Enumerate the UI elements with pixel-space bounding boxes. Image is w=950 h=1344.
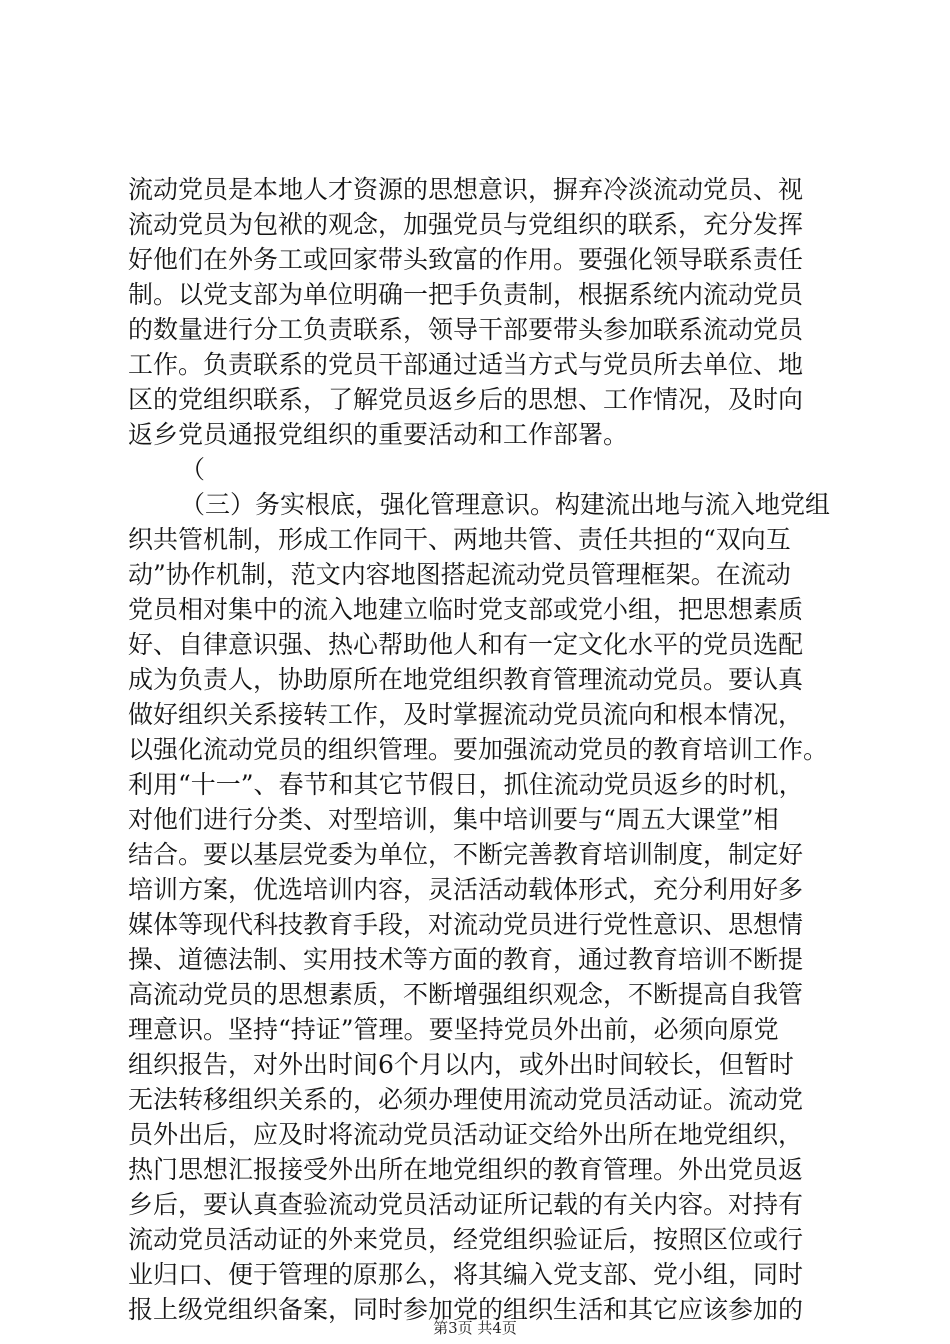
- text-line: 媒体等现代科技教育手段，对流动党员进行党性意识、思想情: [128, 910, 804, 939]
- text-line: 党员相对集中的流入地建立临时党支部或党小组，把思想素质: [128, 595, 804, 624]
- text-line: 成为负责人，协助原所在地党组织教育管理流动党员。要认真: [128, 665, 804, 694]
- text-line: 培训方案，优选培训内容，灵活活动载体形式，充分利用好多: [128, 875, 804, 904]
- text-line: 的数量进行分工负责联系，领导干部要带头参加联系流动党员: [128, 315, 804, 344]
- section-heading-line: （三）务实根底，强化管理意识。构建流出地与流入地党组: [180, 490, 831, 519]
- text-line: 做好组织关系接转工作，及时掌握流动党员流向和根本情况，: [128, 700, 804, 729]
- text-line: 流动党员为包袱的观念，加强党员与党组织的联系，充分发挥: [128, 210, 804, 239]
- text-line: 区的党组织联系，了解党员返乡后的思想、工作情况，及时向: [128, 385, 804, 414]
- text-line: 乡后，要认真查验流动党员活动证所记载的有关内容。对持有: [128, 1190, 804, 1219]
- text-line: 返乡党员通报党组织的重要活动和工作部署。: [128, 420, 629, 449]
- page-number-footer: 第3页 共4页: [433, 1319, 517, 1337]
- text-line: 理意识。坚持“持证”管理。要坚持党员外出前，必须向原党: [128, 1015, 779, 1044]
- text-line: 流动党员是本地人才资源的思想意识，摒弃冷淡流动党员、视: [128, 175, 804, 204]
- text-line: 员外出后，应及时将流动党员活动证交给外出所在地党组织，: [128, 1120, 804, 1149]
- text-line: 对他们进行分类、对型培训，集中培训要与“周五大课堂”相: [128, 805, 779, 834]
- text-line: 无法转移组织关系的，必须办理使用流动党员活动证。流动党: [128, 1085, 804, 1114]
- text-line: 热门思想汇报接受外出所在地党组织的教育管理。外出党员返: [128, 1155, 804, 1184]
- text-line: 组织报告，对外出时间6个月以内，或外出时间较长，但暂时: [128, 1050, 794, 1079]
- text-line: 织共管机制，形成工作同干、两地共管、责任共担的“双向互: [128, 525, 791, 554]
- text-line: 工作。负责联系的党员干部通过适当方式与党员所去单位、地: [128, 350, 804, 379]
- text-line: 报上级党组织备案，同时参加党的组织生活和其它应该参加的: [128, 1295, 804, 1324]
- text-line: 高流动党员的思想素质，不断增强组织观念，不断提高自我管: [128, 980, 804, 1009]
- text-line: 动”协作机制，范文内容地图搭起流动党员管理框架。在流动: [128, 560, 791, 589]
- text-line: 操、道德法制、实用技术等方面的教育，通过教育培训不断提: [128, 945, 804, 974]
- text-line: 好他们在外务工或回家带头致富的作用。要强化领导联系责任: [128, 245, 804, 274]
- text-line: 业归口、便于管理的原那么，将其编入党支部、党小组，同时: [128, 1260, 804, 1289]
- text-line: 流动党员活动证的外来党员，经党组织验证后，按照区位或行: [128, 1225, 804, 1254]
- text-line: 制。以党支部为单位明确一把手负责制，根据系统内流动党员: [128, 280, 804, 309]
- text-line: 好、自律意识强、热心帮助他人和有一定文化水平的党员选配: [128, 630, 804, 659]
- text-line: 以强化流动党员的组织管理。要加强流动党员的教育培训工作。: [128, 735, 829, 764]
- text-line: 利用“十一”、春节和其它节假日，抓住流动党员返乡的时机，: [128, 770, 804, 799]
- text-line: （: [180, 455, 206, 484]
- text-line: 结合。要以基层党委为单位，不断完善教育培训制度，制定好: [128, 840, 804, 869]
